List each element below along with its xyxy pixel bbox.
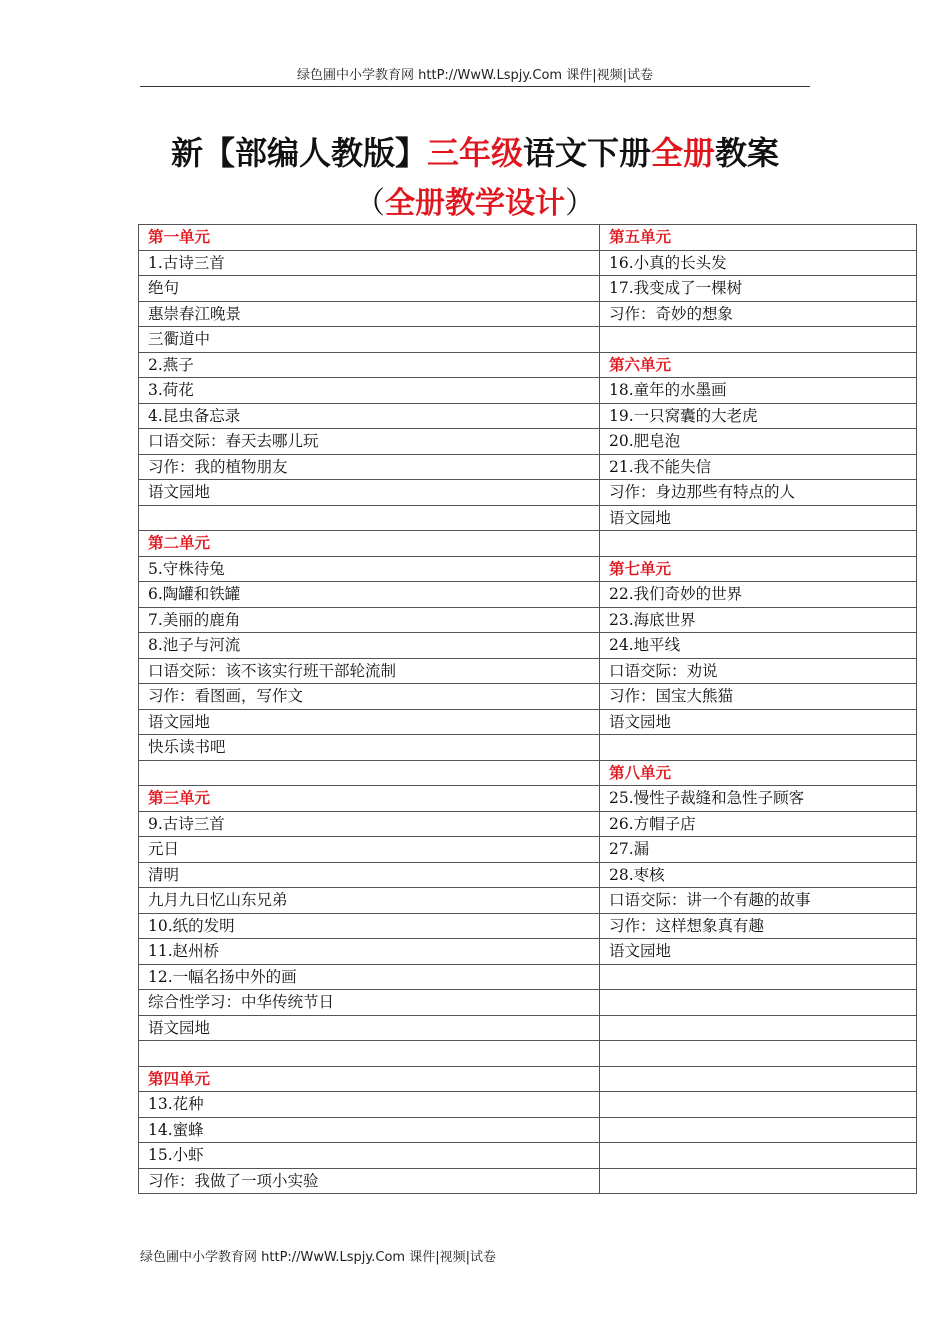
table-row [139, 709, 917, 735]
left-lesson-cell: 5.守株待兔 [139, 556, 600, 582]
right-lesson-cell [600, 1066, 917, 1092]
right-lesson-cell: 语文园地 [600, 505, 917, 531]
table-row [139, 1041, 917, 1067]
left-lesson-cell: 14.蜜蜂 [139, 1117, 600, 1143]
table-row [139, 735, 917, 761]
left-lesson-cell [139, 505, 600, 531]
document-subtitle [140, 178, 810, 222]
subtitle-open-paren: （ [355, 186, 385, 221]
right-lesson-cell [600, 964, 917, 990]
right-lesson-cell: 习作：奇妙的想象 [600, 301, 917, 327]
page-footer: 绿色圃中小学教育网 httP://WwW.Lspjy.Com 课件|视频|试卷 [140, 1250, 496, 1265]
left-lesson-cell: 9.古诗三首 [139, 811, 600, 837]
table-row [139, 633, 917, 659]
table-row [139, 684, 917, 710]
table-of-contents [138, 224, 917, 1194]
left-lesson-cell: 综合性学习：中华传统节日 [139, 990, 600, 1016]
left-lesson-cell: 元日 [139, 837, 600, 863]
table-row [139, 1117, 917, 1143]
left-unit-heading: 第二单元 [139, 531, 600, 557]
right-lesson-cell: 27.漏 [600, 837, 917, 863]
right-lesson-cell: 25.慢性子裁缝和急性子顾客 [600, 786, 917, 812]
table-row [139, 786, 917, 812]
subtitle-text: 全册教学设计 [385, 186, 565, 221]
table-row [139, 1168, 917, 1194]
left-lesson-cell: 口语交际：春天去哪儿玩 [139, 429, 600, 455]
right-lesson-cell [600, 531, 917, 557]
subtitle-close-paren: ） [565, 186, 595, 221]
right-lesson-cell: 26.方帽子店 [600, 811, 917, 837]
table-row [139, 913, 917, 939]
left-lesson-cell: 15.小虾 [139, 1143, 600, 1169]
right-lesson-cell [600, 1168, 917, 1194]
left-lesson-cell: 8.池子与河流 [139, 633, 600, 659]
right-lesson-cell: 20.肥皂泡 [600, 429, 917, 455]
table-row [139, 531, 917, 557]
right-lesson-cell [600, 327, 917, 353]
left-unit-heading: 第一单元 [139, 225, 600, 251]
left-lesson-cell: 语文园地 [139, 480, 600, 506]
table-row [139, 1143, 917, 1169]
right-lesson-cell: 24.地平线 [600, 633, 917, 659]
table-row [139, 1066, 917, 1092]
table-row [139, 403, 917, 429]
table-row [139, 964, 917, 990]
table-row [139, 327, 917, 353]
right-lesson-cell [600, 1117, 917, 1143]
table-row [139, 837, 917, 863]
table-row [139, 1015, 917, 1041]
left-lesson-cell: 2.燕子 [139, 352, 600, 378]
left-unit-heading: 第三单元 [139, 786, 600, 812]
left-lesson-cell: 12.一幅名扬中外的画 [139, 964, 600, 990]
page-header: 绿色圃中小学教育网 httP://WwW.Lspjy.Com 课件|视频|试卷 [297, 68, 653, 83]
left-lesson-cell: 惠崇春江晚景 [139, 301, 600, 327]
document-title [140, 128, 810, 174]
left-lesson-cell: 4.昆虫备忘录 [139, 403, 600, 429]
right-lesson-cell [600, 990, 917, 1016]
left-lesson-cell: 三衢道中 [139, 327, 600, 353]
right-lesson-cell [600, 1092, 917, 1118]
left-lesson-cell: 快乐读书吧 [139, 735, 600, 761]
right-lesson-cell: 16.小真的长头发 [600, 250, 917, 276]
left-lesson-cell: 3.荷花 [139, 378, 600, 404]
right-lesson-cell: 22.我们奇妙的世界 [600, 582, 917, 608]
right-lesson-cell: 习作：身边那些有特点的人 [600, 480, 917, 506]
table-row [139, 556, 917, 582]
left-lesson-cell: 语文园地 [139, 709, 600, 735]
right-lesson-cell: 18.童年的水墨画 [600, 378, 917, 404]
left-lesson-cell: 习作：我做了一项小实验 [139, 1168, 600, 1194]
right-unit-heading: 第五单元 [600, 225, 917, 251]
left-lesson-cell: 语文园地 [139, 1015, 600, 1041]
right-lesson-cell: 23.海底世界 [600, 607, 917, 633]
table-row [139, 505, 917, 531]
table-row [139, 352, 917, 378]
right-lesson-cell: 19.一只窝囊的大老虎 [600, 403, 917, 429]
table-row [139, 225, 917, 251]
right-lesson-cell: 17.我变成了一棵树 [600, 276, 917, 302]
left-lesson-cell: 6.陶罐和铁罐 [139, 582, 600, 608]
left-lesson-cell: 清明 [139, 862, 600, 888]
title-part-1: 新【部编人教版】 [170, 134, 427, 172]
table-row [139, 429, 917, 455]
table-row [139, 990, 917, 1016]
table-row [139, 607, 917, 633]
left-lesson-cell: 习作：我的植物朋友 [139, 454, 600, 480]
right-lesson-cell: 28.枣核 [600, 862, 917, 888]
title-part-5: 教案 [715, 134, 780, 172]
right-lesson-cell [600, 1041, 917, 1067]
table-row [139, 301, 917, 327]
left-lesson-cell [139, 1041, 600, 1067]
left-unit-heading: 第四单元 [139, 1066, 600, 1092]
table-row [139, 250, 917, 276]
title-part-3: 语文下册 [522, 134, 651, 172]
right-lesson-cell [600, 1015, 917, 1041]
left-lesson-cell: 11.赵州桥 [139, 939, 600, 965]
left-lesson-cell: 7.美丽的鹿角 [139, 607, 600, 633]
right-lesson-cell: 语文园地 [600, 939, 917, 965]
table-row [139, 454, 917, 480]
left-lesson-cell: 口语交际：该不该实行班干部轮流制 [139, 658, 600, 684]
table-row [139, 760, 917, 786]
toc-body [139, 225, 917, 1194]
table-row [139, 862, 917, 888]
right-lesson-cell: 21.我不能失信 [600, 454, 917, 480]
table-row [139, 811, 917, 837]
left-lesson-cell: 九月九日忆山东兄弟 [139, 888, 600, 914]
title-grade: 三年级 [426, 134, 523, 172]
table-row [139, 888, 917, 914]
left-lesson-cell: 绝句 [139, 276, 600, 302]
right-lesson-cell [600, 1143, 917, 1169]
table-row [139, 939, 917, 965]
right-lesson-cell: 语文园地 [600, 709, 917, 735]
right-lesson-cell: 口语交际：劝说 [600, 658, 917, 684]
table-row [139, 480, 917, 506]
table-row [139, 1092, 917, 1118]
right-unit-heading: 第七单元 [600, 556, 917, 582]
right-unit-heading: 第八单元 [600, 760, 917, 786]
header-divider [140, 86, 810, 87]
left-lesson-cell: 1.古诗三首 [139, 250, 600, 276]
left-lesson-cell: 习作：看图画，写作文 [139, 684, 600, 710]
left-lesson-cell: 13.花种 [139, 1092, 600, 1118]
right-lesson-cell [600, 735, 917, 761]
table-row [139, 582, 917, 608]
title-full-volume: 全册 [651, 134, 716, 172]
left-lesson-cell [139, 760, 600, 786]
table-row [139, 658, 917, 684]
table-row [139, 378, 917, 404]
right-lesson-cell: 习作：国宝大熊猫 [600, 684, 917, 710]
right-lesson-cell: 口语交际：讲一个有趣的故事 [600, 888, 917, 914]
right-lesson-cell: 习作：这样想象真有趣 [600, 913, 917, 939]
right-unit-heading: 第六单元 [600, 352, 917, 378]
left-lesson-cell: 10.纸的发明 [139, 913, 600, 939]
table-row [139, 276, 917, 302]
